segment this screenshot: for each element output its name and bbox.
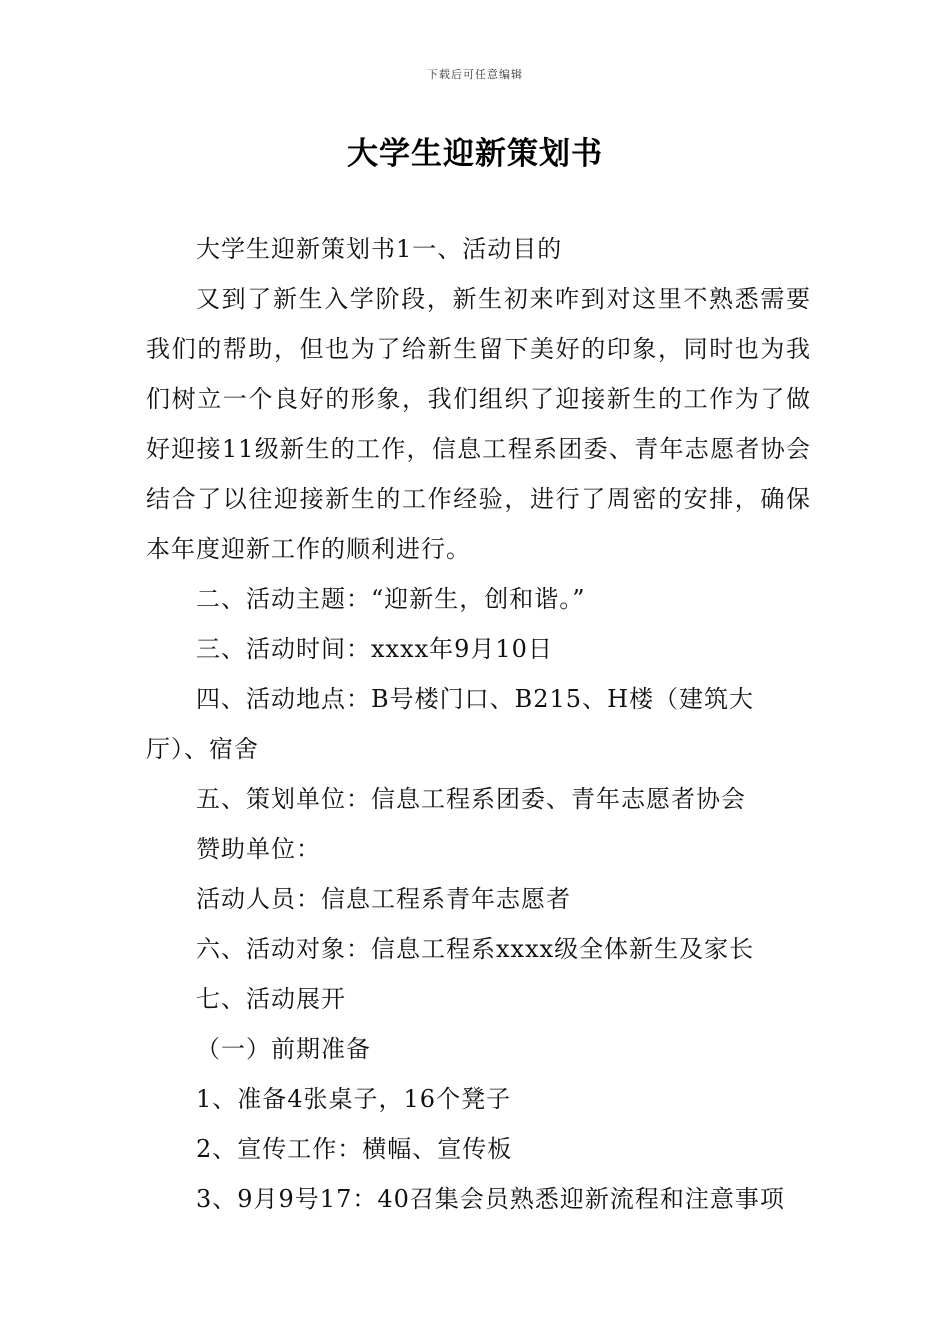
paragraph-theme: 二、活动主题：“迎新生，创和谐。”: [196, 585, 586, 613]
paragraph-sponsor: 赞助单位：: [196, 835, 321, 863]
paragraph-organizer: 五、策划单位：信息工程系团委、青年志愿者协会: [196, 785, 746, 813]
document-body: [146, 224, 811, 1224]
paragraph-audience: 六、活动对象：信息工程系xxxx级全体新生及家长: [196, 935, 755, 963]
paragraph-purpose: 又到了新生入学阶段，新生初来咋到对这里不熟悉需要我们的帮助，但也为了给新生留下美好的印象，同时也为我们树立一个良好的形象，我们组织了迎接新生的工作为了做好迎接11级新生的工作，信息工程系团委、青年志愿者协会结合了以往迎接新生的工作经验，进行了周密的安排，确保本年度迎新工作的顺利进行。: [146, 285, 811, 563]
list-item-tables: 1、准备4张桌子，16个凳子: [196, 1085, 512, 1113]
list-item-meeting: 3、9月9号17：40召集会员熟悉迎新流程和注意事项: [196, 1185, 785, 1213]
paragraph-location: 四、活动地点：B号楼门口、B215、H楼（建筑大厅）、宿舍: [146, 685, 755, 763]
document-title: 大学生迎新策划书: [347, 136, 603, 172]
paragraph-intro-heading: 大学生迎新策划书1一、活动目的: [196, 235, 563, 263]
paragraph-preparation-heading: （一）前期准备: [196, 1035, 371, 1063]
header-note: 下载后可任意编辑: [427, 68, 523, 81]
paragraph-time: 三、活动时间：xxxx年9月10日: [196, 635, 553, 663]
paragraph-activity-section: 七、活动展开: [196, 985, 346, 1013]
paragraph-staff: 活动人员：信息工程系青年志愿者: [196, 885, 571, 913]
list-item-publicity: 2、宣传工作：横幅、宣传板: [196, 1135, 513, 1163]
